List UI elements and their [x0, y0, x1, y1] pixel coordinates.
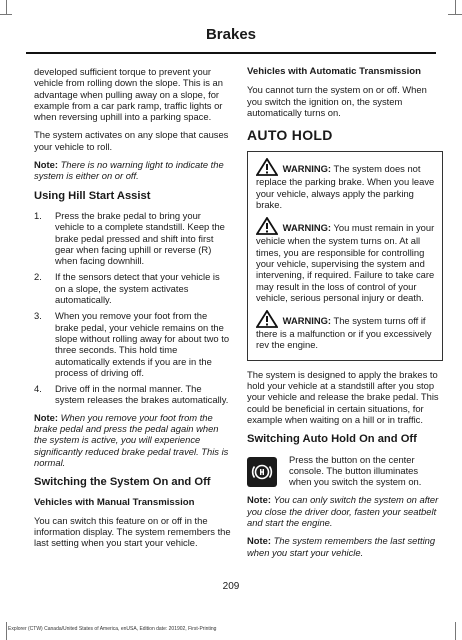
step-text: Drive off in the normal manner. The system releases the brakes automatically. — [55, 383, 229, 406]
list-item — [34, 383, 232, 406]
auto-hold-text: Press the button on the center console. The button illuminates when you switch the system on. — [289, 453, 422, 488]
crop-mark — [455, 0, 456, 14]
left-column — [34, 66, 232, 556]
note — [247, 535, 443, 558]
note-text: The system remembers the last setting when you start your vehicle. — [247, 535, 436, 558]
warning-label: WARNING: — [282, 163, 332, 175]
warning — [256, 158, 437, 210]
heading-switching-system: Switching the System On and Off — [34, 476, 211, 489]
page-number: 209 — [222, 581, 240, 592]
note-label: Note: — [34, 159, 58, 171]
paragraph: The system is designed to apply the brakes to hold your vehicle at a standstill after you stop your vehicle and release the brake pedal. This could be beneficial in certain situations, for example when waiting on a hill or in traffic. — [247, 368, 439, 425]
step-text: If the sensors detect that your vehicle is on a slope, the system activates automatically. — [55, 271, 220, 306]
note-text: There is no warning light to indicate the system is either on or off. — [34, 159, 224, 182]
note-label: Note: — [247, 535, 271, 547]
step-number: 3. — [34, 310, 42, 322]
warning-triangle-icon — [256, 217, 278, 235]
paragraph: developed sufficient torque to prevent your vehicle from rolling down the slope. This is an advantage when pulling away on a slope, for example from a car park ramp, traffic lights or when reversing uphill into a parking space. — [34, 66, 223, 123]
warning-triangle-icon — [256, 310, 278, 328]
list-item — [34, 310, 232, 378]
header-rule — [26, 52, 436, 54]
brake-hold-icon — [250, 460, 274, 484]
warning-box — [247, 151, 443, 360]
paragraph: The system activates on any slope that causes your vehicle to roll. — [34, 129, 229, 152]
note-label: Note: — [247, 494, 271, 506]
warning-text: You must remain in your vehicle when the system turns on. At all times, you are responsible for controlling your vehicle, supervising the system and intervening, if required. Failure to take care may result in the loss of control of your vehicle, serious personal injury or death. — [256, 222, 435, 303]
crop-mark — [0, 14, 12, 15]
heading-auto-hold: AUTO HOLD — [247, 127, 333, 144]
crop-mark — [455, 622, 456, 640]
list-item — [34, 210, 232, 266]
heading-automatic-transmission: Vehicles with Automatic Transmission — [247, 66, 421, 77]
step-text: When you remove your foot from the brake pedal, your vehicle remains on the slope without rolling away for about two to three seconds. This hold time automatically extends if you are in the process of driving off. — [55, 310, 230, 378]
paragraph: You cannot turn the system on or off. When you switch the ignition on, the system automatically turns on. — [247, 84, 427, 118]
step-number: 2. — [34, 271, 42, 283]
auto-hold-icon — [247, 457, 277, 487]
page-title: Brakes — [205, 26, 257, 43]
heading-manual-transmission: Vehicles with Manual Transmission — [34, 496, 195, 508]
note-text: You can only switch the system on after you close the driver door, fasten your seatbelt and start the engine. — [247, 494, 439, 529]
heading-switching-auto-hold: Switching Auto Hold On and Off — [247, 433, 417, 446]
warning — [256, 217, 437, 303]
step-number: 1. — [34, 209, 42, 221]
crop-mark — [6, 622, 7, 640]
crop-mark — [448, 14, 462, 15]
note — [247, 494, 443, 528]
note — [34, 412, 232, 468]
warning-label: WARNING: — [282, 222, 332, 234]
warning-text: The system does not replace the parking brake. When you leave your vehicle, always apply the parking brake. — [256, 163, 435, 211]
list-item — [34, 271, 232, 305]
warning-label: WARNING: — [282, 315, 332, 327]
warning-text: The system turns off if there is a malfunction or if you excessively rev the engine. — [256, 315, 432, 351]
footer-text: Explorer (CTW) Canada/United States of America, enUSA, Edition date: 201902, First-Printing — [8, 626, 217, 632]
note — [34, 159, 232, 182]
warning-triangle-icon — [256, 158, 278, 176]
paragraph: You can switch this feature on or off in the information display. The system remembers the last setting when you start your vehicle. — [34, 514, 231, 549]
note-label: Note: — [34, 411, 58, 423]
step-text: Press the brake pedal to bring your vehicle to a complete standstill. Keep the brake pedal pressed and shift into first gear when facing uphill or reverse (R) when facing downhill. — [55, 209, 225, 267]
crop-mark — [6, 0, 7, 14]
steps-list — [34, 210, 232, 406]
right-column — [247, 66, 443, 565]
warning — [256, 310, 437, 351]
step-number: 4. — [34, 383, 42, 395]
heading-hill-start-assist: Using Hill Start Assist — [34, 189, 151, 202]
auto-hold-instruction — [247, 454, 443, 488]
note-text: When you remove your foot from the brake pedal and press the pedal again when the system is active, you will experience significantly reduced brake pedal travel. This is normal. — [34, 411, 229, 468]
